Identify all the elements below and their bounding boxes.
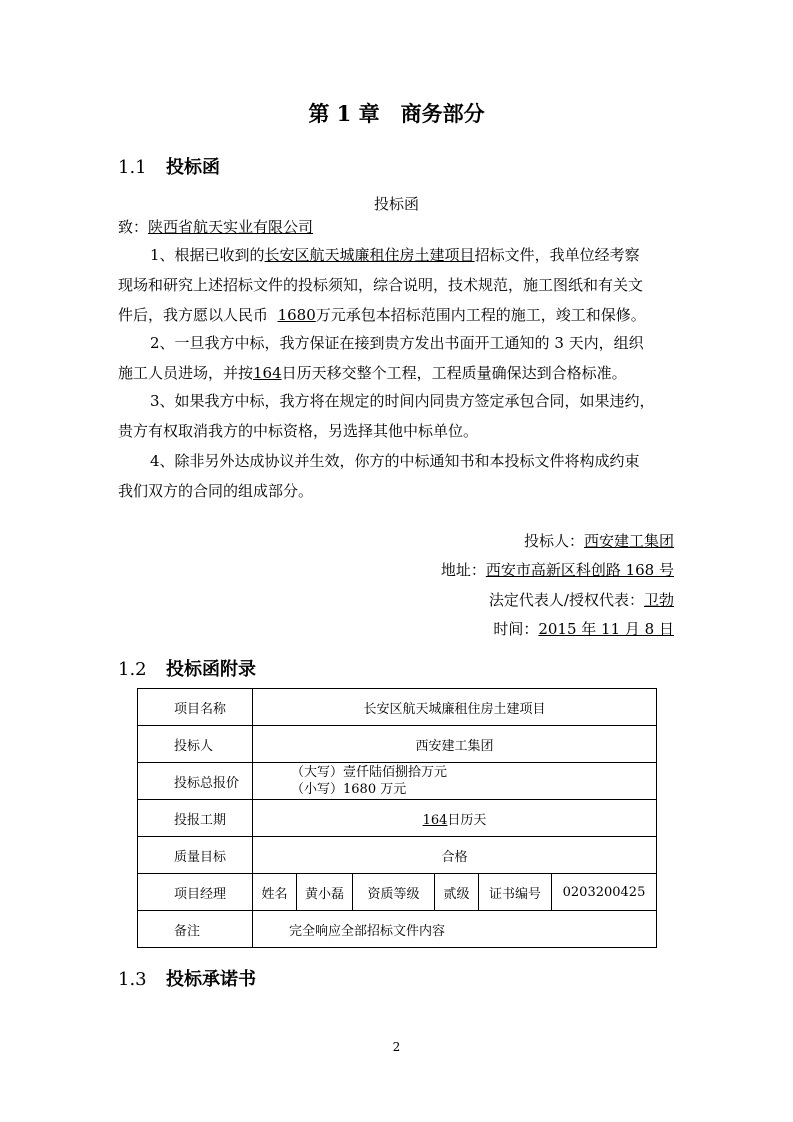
bidder-label: 投标人： bbox=[523, 532, 584, 550]
table-row bbox=[138, 763, 657, 800]
representative-label: 法定代表人/授权代表： bbox=[488, 591, 644, 609]
letter-paragraph-2 bbox=[118, 328, 644, 388]
p2-line: 2、一旦我方中标，我方保证在接到贵方发出书面开工通知的 3 天内，组织 bbox=[150, 334, 644, 352]
p4-line: 4、除非另外达成协议并生效，你方的中标通知书和本投标文件将构成约束 bbox=[150, 452, 640, 470]
table-row bbox=[138, 726, 657, 763]
table-cell: 西安建工集团 bbox=[253, 726, 657, 763]
date-label: 时间： bbox=[493, 620, 539, 638]
section-title: 投标函附录 bbox=[166, 659, 256, 680]
table-label: 备注 bbox=[138, 911, 253, 948]
project-name: 长安区航天城廉租住房土建项目 bbox=[264, 246, 475, 264]
letter-title: 投标函 bbox=[373, 195, 419, 213]
table-cell: 贰级 bbox=[435, 874, 479, 911]
table-row bbox=[138, 837, 657, 874]
bid-amount: 1680 bbox=[277, 306, 316, 324]
section-1-1-heading bbox=[118, 153, 220, 179]
table-label: 投标人 bbox=[138, 726, 253, 763]
representative-name: 卫勃 bbox=[643, 591, 674, 609]
section-1-2-heading bbox=[118, 655, 256, 681]
table-row bbox=[138, 911, 657, 948]
table-row bbox=[138, 689, 657, 726]
address-label: 地址： bbox=[440, 561, 486, 579]
table-cell: 黄小磊 bbox=[297, 874, 353, 911]
signature-representative bbox=[489, 589, 674, 610]
address-value: 西安市高新区科创路 168 号 bbox=[485, 561, 674, 579]
addressee-name: 陕西省航天实业有限公司 bbox=[148, 218, 314, 236]
section-number: 1.1 bbox=[118, 157, 147, 178]
table-cell: 姓名 bbox=[253, 874, 297, 911]
table-label: 投报工期 bbox=[138, 800, 253, 837]
table-cell: 合格 bbox=[253, 837, 657, 874]
date-value: 2015 年 11 月 8 日 bbox=[538, 620, 674, 638]
duration-days: 164 bbox=[253, 364, 282, 382]
page-number: 2 bbox=[392, 1040, 401, 1054]
section-title: 投标承诺书 bbox=[166, 969, 256, 990]
table-label: 投标总报价 bbox=[138, 763, 253, 800]
p1-text: 1、根据已收到的 bbox=[150, 246, 265, 264]
p1-text: 万元承包本招标范围内工程的施工，竣工和保修。 bbox=[315, 306, 646, 324]
period-days: 164 bbox=[422, 812, 448, 828]
letter-paragraph-3 bbox=[118, 386, 655, 446]
table-cell: 0203200425 bbox=[552, 874, 657, 911]
table-cell: 证书编号 bbox=[479, 874, 552, 911]
signature-address bbox=[441, 559, 674, 580]
section-number: 1.3 bbox=[118, 969, 147, 990]
table-cell: 长安区航天城廉租住房土建项目 bbox=[253, 689, 657, 726]
p3-line: 3、如果我方中标，我方将在规定的时间内同贵方签定承包合同，如果违约， bbox=[150, 392, 655, 410]
p1-text: 招标文件，我单位经考察 bbox=[474, 246, 640, 264]
table-cell: 完全响应全部招标文件内容 bbox=[253, 911, 657, 948]
table-cell bbox=[253, 800, 657, 837]
table-label: 项目名称 bbox=[138, 689, 253, 726]
table-label: 项目经理 bbox=[138, 874, 253, 911]
section-number: 1.2 bbox=[118, 659, 147, 680]
p1-text: 件后，我方愿以人民币 bbox=[118, 306, 269, 324]
table-cell: 资质等级 bbox=[353, 874, 435, 911]
letter-addressee bbox=[118, 212, 313, 242]
period-unit: 日历天 bbox=[447, 812, 487, 828]
section-title: 投标函 bbox=[166, 157, 220, 178]
p2-text: 日历天移交整个工程，工程质量确保达到合格标准。 bbox=[281, 364, 627, 382]
p1-line: 现场和研究上述招标文件的投标须知，综合说明，技术规范，施工图纸和有关文 bbox=[118, 276, 644, 294]
table-row bbox=[138, 874, 657, 911]
price-upper: （大写）壹仟陆佰捌拾万元 bbox=[291, 765, 448, 780]
p3-line: 贵方有权取消我方的中标资格，另选择其他中标单位。 bbox=[118, 422, 479, 440]
price-lower: （小写）1680 万元 bbox=[291, 782, 407, 797]
bidder-name: 西安建工集团 bbox=[583, 532, 674, 550]
table-label: 质量目标 bbox=[138, 837, 253, 874]
table-row bbox=[138, 800, 657, 837]
signature-bidder bbox=[524, 530, 674, 551]
p2-text: 施工人员进场，并按 bbox=[118, 364, 254, 382]
bid-appendix-table bbox=[137, 688, 657, 948]
section-1-3-heading bbox=[118, 965, 256, 991]
letter-paragraph-4 bbox=[118, 446, 640, 506]
chapter-title: 第 1 章 商务部分 bbox=[308, 101, 485, 126]
table-cell bbox=[253, 763, 657, 800]
signature-date bbox=[493, 618, 674, 639]
addressee-label: 致： bbox=[118, 218, 149, 236]
p4-line: 我们双方的合同的组成部分。 bbox=[118, 482, 314, 500]
letter-paragraph-1 bbox=[118, 240, 646, 330]
